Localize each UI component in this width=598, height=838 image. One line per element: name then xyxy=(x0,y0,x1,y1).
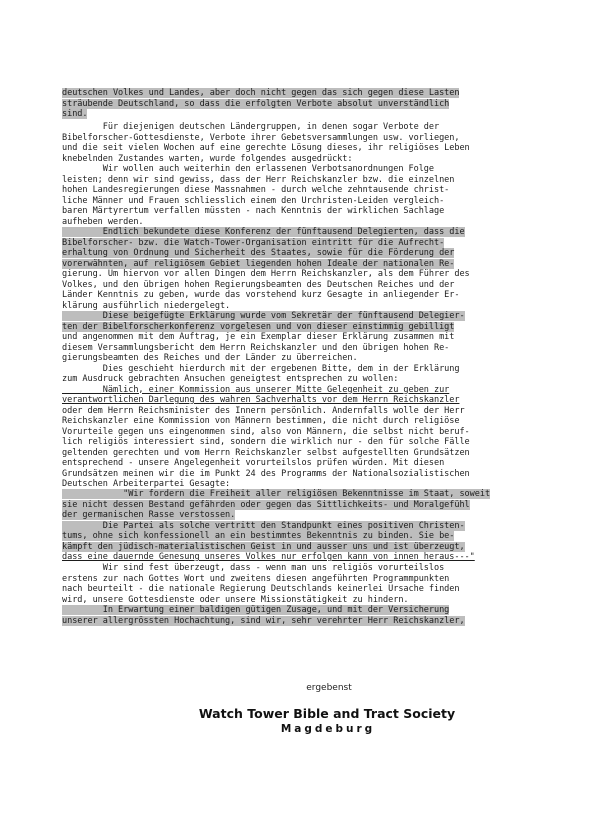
text-line: entsprechend - unsere Angelegenheit vorurteilslos prüfen würden. Mit diesen xyxy=(62,458,445,468)
text-line: deutschen Volkes und Landes, aber doch nicht gegen das sich gegen diese Lasten xyxy=(62,88,460,98)
closing-word: ergebenst xyxy=(306,683,352,693)
text-line: Die Partei als solche vertritt den Standpunkt eines positiven Christen- xyxy=(62,520,465,531)
text-line: gierungsbeamten des Reiches und der Länder zu überreichen. xyxy=(62,353,358,363)
text-line: Für diejenigen deutschen Ländergruppen, in denen sogar Verbote der xyxy=(62,122,440,132)
text-line: Nämlich, einer Kommission aus unserer Mitte Gelegenheit zu geben zur xyxy=(62,384,450,395)
text-line: Bibelforscher-Gottesdienste, Verbote ihrer Gebetsversammlungen usw. vorliegen, xyxy=(62,132,460,143)
paragraph-bans xyxy=(62,122,536,227)
text-line: der germanischen Rasse verstossen. xyxy=(62,510,236,520)
text-line: Volkes, und den übrigen hohen Regierungsbeamten des Deutschen Reiches und der xyxy=(62,279,455,290)
text-line: Vorurteile gegen uns eingenommen sind, also von Männern, die selbst nicht beruf- xyxy=(62,426,470,437)
text-line: knebelnden Zustandes warten, wurde folgendes ausgedrückt: xyxy=(62,153,353,164)
text-line: Bibelforscher- bzw. die Watch-Tower-Organisation eintritt für die Aufrecht- xyxy=(62,237,445,248)
text-line: verantwortlichen Darlegung des wahren Sachverhalts vor dem Herrn Reichskanzler xyxy=(62,395,460,405)
text-line: erstens zur nach Gottes Wort und zweitens diesen angeführten Programmpunkten xyxy=(62,573,450,584)
text-line: liche Männer und Frauen schliesslich einem den Urchristen-Leiden vergleich- xyxy=(62,195,445,206)
text-line: und die seit vielen Wochen auf eine gerechte Lösung dieses, ihr religiöses Leben xyxy=(62,143,470,153)
text-line: baren Märtyrertum verfallen müssten - nach Kenntnis der wirklichen Sachlage xyxy=(62,206,445,216)
text-line: aufheben werden. xyxy=(62,216,144,227)
paragraph-conclusion xyxy=(62,563,536,626)
text-line: sie nicht dessen Bestand gefährden oder gegen das Sittlichkeits- und Moralgefühl xyxy=(62,499,470,510)
text-line: sind. xyxy=(62,109,88,119)
text-line: sträubende Deutschland, so dass die erfolgten Verbote absolut unverständlich xyxy=(62,98,450,109)
text-line: Diese beigefügte Erklärung wurde vom Sekretär der fünftausend Delegier- xyxy=(62,311,465,321)
text-line: unserer allergrössten Hochachtung, sind wir, sehr verehrter Herr Reichskanzler, xyxy=(62,615,465,626)
text-line: Länder Kenntnis zu geben, wurde das vorstehend kurz Gesagte in anliegender Er- xyxy=(62,290,460,300)
text-line: diesem Versammlungsbericht dem Herrn Reichskanzler und den übrigen hohen Re- xyxy=(62,342,450,353)
paragraph-program-quote xyxy=(62,489,536,563)
text-line: Wir sind fest überzeugt, dass - wenn man uns religiös vorurteilslos xyxy=(62,563,445,573)
text-line: ten der Bibelforscherkonferenz vorgelesen und von dieser einstimmig gebilligt xyxy=(62,321,455,332)
text-line: gierung. Um hiervon vor allen Dingen dem Herrn Reichskanzler, als dem Führer des xyxy=(62,269,470,279)
text-line: erhaltung von Ordnung und Sicherheit des Staates, sowie für die Förderung der xyxy=(62,248,455,258)
text-line: tums, ohne sich konfessionell an ein bestimmtes Bekenntnis zu binden. Sie be- xyxy=(62,531,455,541)
text-line: "Wir fordern die Freiheit aller religiösen Bekenntnisse im Staat, soweit xyxy=(62,489,491,499)
text-line: vorerwähnten, auf religiösem Gebiet liegenden hohen Ideale der nationalen Re- xyxy=(62,258,455,269)
text-line: wird, unsere Gottesdienste oder unsere Missionstätigkeit zu hindern. xyxy=(62,594,409,605)
text-line: dass eine dauernde Genesung unseres Volkes nur erfolgen kann von innen heraus---" xyxy=(62,552,475,562)
paragraph-conference xyxy=(62,227,536,311)
text-line: hohen Landesregierungen diese Massnahmen - durch welche zehntausende christ- xyxy=(62,185,450,195)
text-line: und angenommen mit dem Auftrag, je ein Exemplar dieser Erklärung zusammen mit xyxy=(62,332,455,342)
text-line: geltenden gerechten und vom Herrn Reichskanzler selbst aufgestellten Grundsätzen xyxy=(62,447,470,458)
text-line: zum Ausdruck gebrachten Ansuchen geneigtest entsprechen zu wollen: xyxy=(62,374,399,384)
text-line: klärung ausführlich niedergelegt. xyxy=(62,300,231,311)
text-line: In Erwartung einer baldigen gütigen Zusage, und mit der Versicherung xyxy=(62,605,450,615)
text-line: Endlich bekundete diese Konferenz der fünftausend Delegierten, dass die xyxy=(62,227,465,237)
text-line: lich religiös interessiert sind, sondern die wirklich nur - den für solche Fälle xyxy=(62,437,470,447)
text-line: Wir wollen auch weiterhin den erlassenen Verbotsanordnungen Folge xyxy=(62,164,434,174)
text-line: kämpft den jüdisch-materialistischen Geist in und ausser uns und ist überzeugt, xyxy=(62,541,465,552)
text-line: Deutschen Arbeiterpartei Gesagte: xyxy=(62,479,231,489)
text-line: oder dem Herrn Reichsminister des Innern persönlich. Andernfalls wolle der Herr xyxy=(62,405,465,416)
text-line: Reichskanzler eine Kommission von Männern bestimmen, die nicht durch religiöse xyxy=(62,416,460,426)
signature-organization: Watch Tower Bible and Tract Society xyxy=(198,706,456,721)
paragraph-declaration xyxy=(62,311,536,490)
signature-city: Magdeburg xyxy=(280,723,376,735)
text-line: Grundsätzen meinen wir die im Punkt 24 des Programms der Nationalsozialistischen xyxy=(62,468,470,479)
paragraph-intro xyxy=(62,88,536,120)
text-line: leisten; denn wir sind gewiss, dass der Herr Reichskanzler bzw. die einzelnen xyxy=(62,174,455,185)
text-line: nach beurteilt - die nationale Regierung Deutschlands keinerlei Ursache finden xyxy=(62,584,460,594)
text-line: Dies geschieht hierdurch mit der ergebenen Bitte, dem in der Erklärung xyxy=(62,363,460,374)
